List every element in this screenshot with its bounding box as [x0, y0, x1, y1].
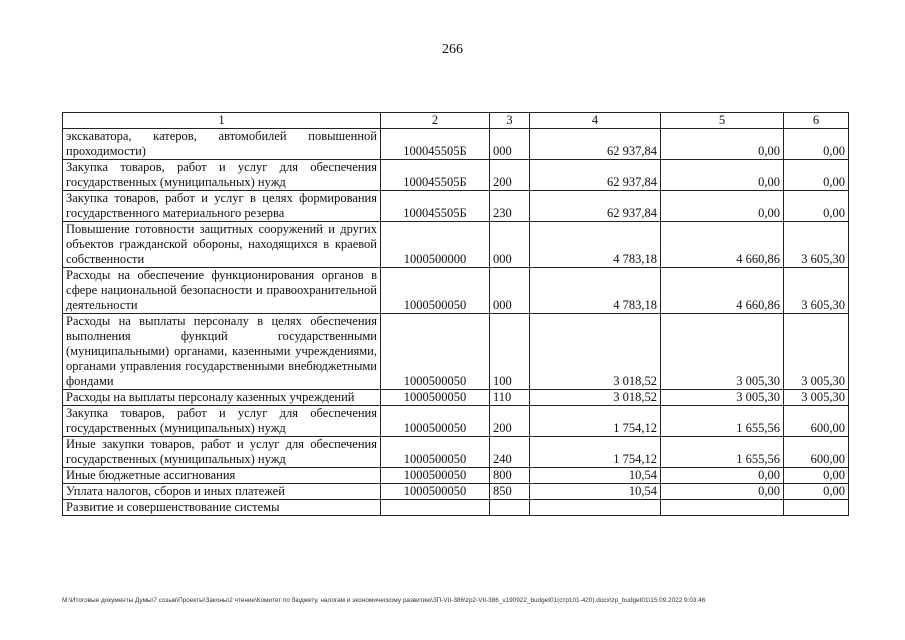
- row-code: 1000500050: [381, 314, 490, 390]
- row-value-1: 10,54: [530, 484, 661, 500]
- row-value-2: 1 655,56: [661, 437, 784, 468]
- budget-table: [62, 112, 849, 516]
- table-header-row: [63, 113, 849, 129]
- row-kvr: 850: [490, 484, 530, 500]
- row-value-3: 600,00: [784, 406, 849, 437]
- row-kvr: 000: [490, 129, 530, 160]
- row-value-2: 0,00: [661, 484, 784, 500]
- table-row: [63, 437, 849, 468]
- row-value-2: [661, 500, 784, 516]
- table-row: [63, 268, 849, 314]
- column-header: 2: [381, 113, 490, 129]
- row-value-1: [530, 500, 661, 516]
- row-value-3: 0,00: [784, 191, 849, 222]
- row-value-3: 3 605,30: [784, 268, 849, 314]
- row-value-3: 3 605,30: [784, 222, 849, 268]
- row-kvr: [490, 500, 530, 516]
- column-header: 5: [661, 113, 784, 129]
- row-value-1: 62 937,84: [530, 191, 661, 222]
- row-code: 1000500050: [381, 468, 490, 484]
- row-kvr: 110: [490, 390, 530, 406]
- row-value-3: 0,00: [784, 160, 849, 191]
- row-value-2: 0,00: [661, 468, 784, 484]
- row-value-2: 4 660,86: [661, 268, 784, 314]
- row-name: Развитие и совершенствование системы: [63, 500, 381, 516]
- column-header: 6: [784, 113, 849, 129]
- row-value-2: 0,00: [661, 191, 784, 222]
- row-kvr: 100: [490, 314, 530, 390]
- row-name: Закупка товаров, работ и услуг для обеспечения государственных (муниципальных) нужд: [63, 160, 381, 191]
- row-value-3: [784, 500, 849, 516]
- column-header: 1: [63, 113, 381, 129]
- row-code: 1000500050: [381, 484, 490, 500]
- row-value-1: 62 937,84: [530, 129, 661, 160]
- row-code: 1000500000: [381, 222, 490, 268]
- row-value-1: 1 754,12: [530, 437, 661, 468]
- row-value-3: 0,00: [784, 129, 849, 160]
- row-value-3: 600,00: [784, 437, 849, 468]
- row-name: Закупка товаров, работ и услуг для обеспечения государственных (муниципальных) нужд: [63, 406, 381, 437]
- row-name: экскаватора, катеров, автомобилей повышенной проходимости): [63, 129, 381, 160]
- row-name: Уплата налогов, сборов и иных платежей: [63, 484, 381, 500]
- row-kvr: 800: [490, 468, 530, 484]
- row-value-2: 3 005,30: [661, 314, 784, 390]
- row-value-3: 0,00: [784, 484, 849, 500]
- row-value-1: 4 783,18: [530, 222, 661, 268]
- document-footer-path: M:\Итоговые документы Думы\7 созыв\Проекты\Законы\2 чтение\Комитет по бюджету, налогам и экономическому развитию\ЗП-VII-386\zp2-VII-386_v190922_budget01(стр101-420).docx\zp_budget01\15.09.2022 9:03:46: [62, 597, 706, 604]
- row-code: 1000500050: [381, 390, 490, 406]
- row-name: Закупка товаров, работ и услуг в целях формирования государственного материального резерва: [63, 191, 381, 222]
- row-code: 1000500050: [381, 268, 490, 314]
- row-code: 1000500050: [381, 437, 490, 468]
- row-value-1: 3 018,52: [530, 390, 661, 406]
- row-value-1: 10,54: [530, 468, 661, 484]
- row-kvr: 000: [490, 268, 530, 314]
- row-name: Иные бюджетные ассигнования: [63, 468, 381, 484]
- row-name: Расходы на выплаты персоналу в целях обеспечения выполнения функций государственными (муниципальными) органами, казенными учреждениями, органами управления государственными внебюджетными фондами: [63, 314, 381, 390]
- row-value-1: 1 754,12: [530, 406, 661, 437]
- row-kvr: 200: [490, 406, 530, 437]
- table-row: [63, 314, 849, 390]
- row-value-2: 0,00: [661, 160, 784, 191]
- table-row: [63, 390, 849, 406]
- row-value-1: 62 937,84: [530, 160, 661, 191]
- table-row: [63, 191, 849, 222]
- row-value-1: 4 783,18: [530, 268, 661, 314]
- column-header: 4: [530, 113, 661, 129]
- row-value-3: 3 005,30: [784, 390, 849, 406]
- row-value-3: 0,00: [784, 468, 849, 484]
- table-row: [63, 222, 849, 268]
- table-row: [63, 500, 849, 516]
- row-name: Повышение готовности защитных сооружений и других объектов гражданской обороны, находящихся в краевой собственности: [63, 222, 381, 268]
- table-row: [63, 468, 849, 484]
- row-name: Расходы на выплаты персоналу казенных учреждений: [63, 390, 381, 406]
- row-value-2: 3 005,30: [661, 390, 784, 406]
- row-kvr: 200: [490, 160, 530, 191]
- row-kvr: 000: [490, 222, 530, 268]
- row-value-3: 3 005,30: [784, 314, 849, 390]
- row-value-2: 4 660,86: [661, 222, 784, 268]
- column-header: 3: [490, 113, 530, 129]
- table-row: [63, 406, 849, 437]
- row-code: [381, 500, 490, 516]
- table-row: [63, 129, 849, 160]
- row-code: 100045505Б: [381, 191, 490, 222]
- row-value-2: 1 655,56: [661, 406, 784, 437]
- row-code: 1000500050: [381, 406, 490, 437]
- row-code: 100045505Б: [381, 129, 490, 160]
- row-value-2: 0,00: [661, 129, 784, 160]
- row-value-1: 3 018,52: [530, 314, 661, 390]
- row-name: Расходы на обеспечение функционирования органов в сфере национальной безопасности и правоохранительной деятельности: [63, 268, 381, 314]
- row-kvr: 230: [490, 191, 530, 222]
- row-name: Иные закупки товаров, работ и услуг для обеспечения государственных (муниципальных) нужд: [63, 437, 381, 468]
- row-kvr: 240: [490, 437, 530, 468]
- row-code: 100045505Б: [381, 160, 490, 191]
- page-number: 266: [442, 42, 463, 57]
- table-row: [63, 484, 849, 500]
- table-row: [63, 160, 849, 191]
